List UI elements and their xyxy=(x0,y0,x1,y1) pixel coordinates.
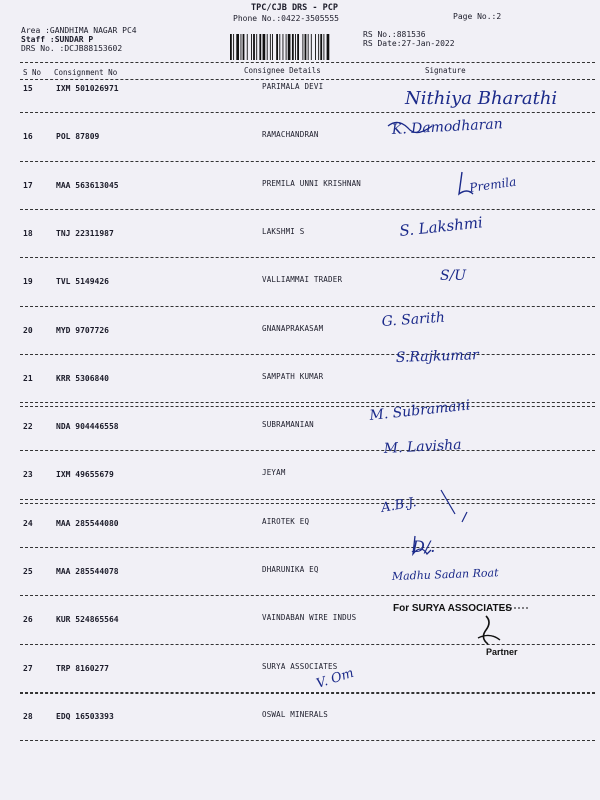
phone-number: Phone No.:0422-3505555 xyxy=(233,14,339,23)
row-consignee: SUBRAMANIAN xyxy=(262,420,314,430)
row-sno: 26 xyxy=(23,615,33,625)
row-divider xyxy=(20,161,595,162)
col-consignment: Consignment No xyxy=(54,68,118,77)
row-consignee: SURYA ASSOCIATES xyxy=(262,661,338,671)
col-consignee: Consignee Details xyxy=(244,66,321,75)
barcode-bar xyxy=(315,34,316,60)
barcode-bar xyxy=(283,34,284,60)
signature-scribble xyxy=(462,512,467,522)
row-consignee: GNANAPRAKASAM xyxy=(262,323,324,333)
row-consignment-no: MYD 9707726 xyxy=(56,325,109,335)
partner-signature-mark xyxy=(483,616,489,644)
row-divider xyxy=(20,257,595,258)
row-consignment-no: IXM 49655679 xyxy=(56,470,114,480)
handwritten-signature: Premila xyxy=(468,174,518,195)
row-divider xyxy=(20,644,595,645)
row-divider xyxy=(20,499,595,504)
page-number: Page No.:2 xyxy=(453,12,502,21)
barcode-bar xyxy=(256,34,257,60)
row-consignment-no: TNJ 22311987 xyxy=(56,228,114,238)
row-consignment-no: EDQ 16503393 xyxy=(56,711,114,721)
row-consignment-no: MAA 563613045 xyxy=(56,180,119,190)
barcode-bar xyxy=(295,34,296,60)
row-consignment-no: MAA 285544080 xyxy=(56,518,119,528)
barcode-bar xyxy=(297,34,299,60)
row-consignment-no: TRP 8160277 xyxy=(56,663,109,673)
rs-number: RS No.:881536 xyxy=(363,30,426,39)
row-divider xyxy=(20,402,595,407)
barcode-bar xyxy=(276,34,278,60)
signature-scribble xyxy=(413,536,431,554)
signature-scribble xyxy=(388,122,432,132)
header-divider-bottom xyxy=(20,79,595,80)
row-consignee: OSWAL MINERALS xyxy=(262,709,329,719)
barcode-bar xyxy=(272,34,273,60)
row-consignee: SAMPATH KUMAR xyxy=(262,371,324,381)
barcode-bar xyxy=(236,34,239,60)
row-sno: 27 xyxy=(23,663,33,673)
barcode-bar xyxy=(259,34,261,60)
barcode-bar xyxy=(320,34,322,60)
row-divider xyxy=(20,547,595,548)
staff-label: Staff :SUNDAR P xyxy=(21,35,94,44)
partner-signature-mark xyxy=(478,635,500,640)
row-consignment-no: IXM 501026971 xyxy=(56,84,119,93)
header-divider-top xyxy=(20,62,595,63)
drs-number: DRS No. :DCJB88153602 xyxy=(21,44,123,53)
barcode-bar xyxy=(247,34,248,60)
barcode-bar xyxy=(233,34,234,60)
document-title: TPC/CJB DRS - PCP xyxy=(251,3,338,13)
row-sno: 19 xyxy=(23,277,33,287)
handwritten-signature: A.B.J. xyxy=(380,494,418,516)
row-divider xyxy=(20,209,595,210)
row-sno: 24 xyxy=(23,518,33,528)
row-consignment-no: KRR 5306840 xyxy=(56,373,109,383)
barcode-bar xyxy=(288,34,291,60)
barcode-bar xyxy=(267,34,268,60)
handwritten-signature: S. Lakshmi xyxy=(398,213,484,240)
row-divider xyxy=(20,112,595,113)
row-consignment-no: MAA 285544078 xyxy=(56,567,119,576)
row-consignee: JEYAM xyxy=(262,468,286,478)
barcode-bar xyxy=(302,34,303,60)
row-consignee: VALLIAMMAI TRADER xyxy=(262,275,343,285)
row-divider xyxy=(20,306,595,307)
row-sno: 23 xyxy=(23,470,33,480)
barcode-bar xyxy=(323,34,324,60)
handwritten-signature: S.Rajkumar xyxy=(395,347,479,366)
row-divider xyxy=(20,595,595,596)
handwritten-signature: V. Om xyxy=(314,665,356,692)
row-sno: 25 xyxy=(23,567,33,576)
barcode-bar xyxy=(230,34,232,60)
row-divider xyxy=(20,354,595,355)
row-sno: 15 xyxy=(23,84,33,93)
handwritten-signature: G. Sarith xyxy=(381,309,446,330)
barcode-bar xyxy=(270,34,271,60)
stamp-role: Partner xyxy=(486,647,518,657)
handwritten-signature: K. Damodharan xyxy=(391,116,504,138)
row-divider xyxy=(20,450,595,451)
handwritten-signature: S/U xyxy=(440,268,467,284)
row-sno: 18 xyxy=(23,228,33,238)
row-consignee: RAMACHANDRAN xyxy=(262,130,319,140)
row-sno: 17 xyxy=(23,180,33,190)
signature-scribble xyxy=(459,172,473,194)
row-consignee: AIROTEK EQ xyxy=(262,516,310,526)
barcode-bar xyxy=(305,34,307,60)
barcode-bar xyxy=(318,34,319,60)
row-consignee: LAKSHMI S xyxy=(262,226,305,236)
handwritten-signature: M. Lavisha xyxy=(383,436,462,457)
row-sno: 16 xyxy=(23,132,33,142)
barcode-bar xyxy=(327,34,330,60)
row-consignment-no: NDA 904446558 xyxy=(56,422,119,432)
barcode-bar xyxy=(292,34,294,60)
row-consignee: VAINDABAN WIRE INDUS xyxy=(262,613,357,623)
area-label: Area :GANDHIMA NAGAR PC4 xyxy=(21,26,137,35)
col-signature: Signature xyxy=(425,66,466,75)
row-sno: 28 xyxy=(23,711,33,721)
row-consignment-no: TVL 5149426 xyxy=(56,277,109,287)
barcode-bar xyxy=(311,34,312,60)
row-consignee: PARIMALA DEVI xyxy=(262,82,324,91)
barcode xyxy=(229,34,361,60)
barcode-bar xyxy=(279,34,280,60)
row-sno: 22 xyxy=(23,422,33,432)
barcode-bar xyxy=(286,34,287,60)
row-divider xyxy=(20,740,595,741)
row-consignee: PREMILA UNNI KRISHNAN xyxy=(262,178,362,188)
table-bottom-divider xyxy=(20,693,595,694)
col-sno: S No xyxy=(23,68,42,77)
rs-date: RS Date:27-Jan-2022 xyxy=(363,39,455,48)
stamp-company: For SURYA ASSOCIATES xyxy=(393,603,512,614)
row-consignee: DHARUNIKA EQ xyxy=(262,565,319,574)
row-sno: 21 xyxy=(23,373,33,383)
barcode-bar xyxy=(263,34,266,60)
barcode-bar xyxy=(253,34,255,60)
barcode-bar xyxy=(241,34,242,60)
row-consignment-no: POL 87809 xyxy=(56,132,100,142)
row-sno: 20 xyxy=(23,325,33,335)
handwritten-signature: D/. xyxy=(412,537,436,556)
handwritten-signature: M. Subramani xyxy=(368,397,471,424)
barcode-bar xyxy=(308,34,309,60)
row-consignment-no: KUR 524865564 xyxy=(56,615,119,625)
handwritten-signature: Nithiya Bharathi xyxy=(405,88,558,109)
handwritten-signature: Madhu Sadan Roat xyxy=(391,566,499,583)
barcode-bar xyxy=(243,34,245,60)
barcode-bar xyxy=(251,34,252,60)
